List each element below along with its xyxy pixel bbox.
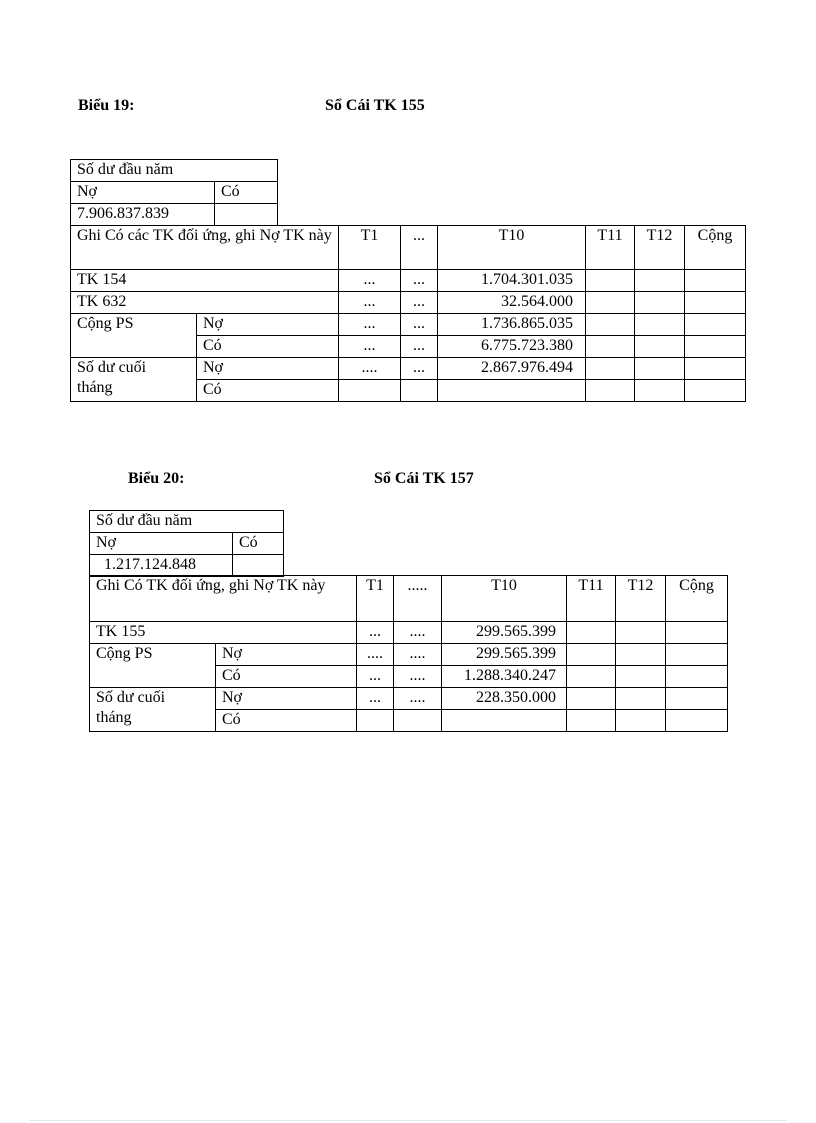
row-account: TK 154 (71, 270, 339, 292)
row-dots: ... (401, 292, 438, 314)
row-t10: 1.736.865.035 (438, 314, 586, 336)
col-header-t10: T10 (442, 576, 567, 622)
row-dots: ... (401, 270, 438, 292)
row-t10: 228.350.000 (442, 688, 567, 710)
row-t11 (567, 710, 616, 732)
cong-ps-no-label: Nợ (197, 314, 339, 336)
col-header-account: Ghi Có TK đối ứng, ghi Nợ TK này (90, 576, 357, 622)
col-header-t10: T10 (438, 226, 586, 270)
row-t1: ... (357, 622, 394, 644)
section19-label: Biểu 19: (78, 97, 135, 114)
row-account: TK 632 (71, 292, 339, 314)
opening-co-value (233, 555, 284, 577)
row-t12 (635, 292, 685, 314)
cong-ps-co-label: Có (197, 336, 339, 358)
section19-ledger-table (70, 225, 746, 402)
row-dots: .... (394, 644, 442, 666)
row-total (666, 622, 728, 644)
col-header-dots: ... (401, 226, 438, 270)
closing-no-label: Nợ (197, 358, 339, 380)
row-t10: 2.867.976.494 (438, 358, 586, 380)
cong-ps-label: Cộng PS (90, 644, 216, 688)
table-row (71, 292, 746, 314)
table-row (71, 270, 746, 292)
table-row (90, 622, 728, 644)
opening-co-value (215, 204, 278, 226)
row-t10: 299.565.399 (442, 622, 567, 644)
row-account: TK 155 (90, 622, 357, 644)
row-t12 (616, 666, 666, 688)
row-t1: .... (339, 358, 401, 380)
table-row-closing-no (71, 358, 746, 380)
closing-co-label: Có (197, 380, 339, 402)
opening-no-label: Nợ (71, 182, 215, 204)
row-t11 (586, 270, 635, 292)
row-t1 (357, 710, 394, 732)
row-t11 (567, 622, 616, 644)
row-t12 (616, 622, 666, 644)
row-t10 (442, 710, 567, 732)
table-header-row (90, 576, 728, 622)
row-t11 (586, 358, 635, 380)
section20-ledger-table (89, 575, 728, 732)
row-total (685, 270, 746, 292)
row-t12 (635, 336, 685, 358)
row-total (685, 314, 746, 336)
row-t11 (586, 380, 635, 402)
row-t1: ... (357, 688, 394, 710)
col-header-t11: T11 (586, 226, 635, 270)
row-total (666, 644, 728, 666)
row-t11 (586, 292, 635, 314)
row-t11 (567, 666, 616, 688)
col-header-t12: T12 (616, 576, 666, 622)
opening-co-label: Có (215, 182, 278, 204)
row-total (685, 292, 746, 314)
page-bottom-divider (30, 1120, 786, 1121)
row-t10 (438, 380, 586, 402)
row-dots: .... (394, 622, 442, 644)
opening-balance-header: Số dư đầu năm (90, 511, 284, 533)
col-header-t1: T1 (357, 576, 394, 622)
row-dots: ... (401, 336, 438, 358)
row-total (685, 358, 746, 380)
opening-no-value: 1.217.124.848 (90, 555, 233, 577)
row-dots (401, 380, 438, 402)
row-t11 (586, 336, 635, 358)
col-header-account: Ghi Có các TK đối ứng, ghi Nợ TK này (71, 226, 339, 270)
col-header-dots: ..... (394, 576, 442, 622)
row-total (685, 336, 746, 358)
col-header-t12: T12 (635, 226, 685, 270)
closing-label-line2: tháng (77, 379, 113, 396)
row-dots: .... (394, 666, 442, 688)
row-t12 (635, 358, 685, 380)
row-total (685, 380, 746, 402)
cong-ps-no-label: Nợ (216, 644, 357, 666)
table-header-row (71, 226, 746, 270)
row-t12 (616, 710, 666, 732)
row-t10: 6.775.723.380 (438, 336, 586, 358)
row-total (666, 710, 728, 732)
row-t12 (635, 380, 685, 402)
section20-opening-balance-table (89, 510, 284, 577)
row-t1: ... (339, 314, 401, 336)
section19-opening-balance-table (70, 159, 278, 226)
table-row-cong-ps-no (90, 644, 728, 666)
opening-co-label: Có (233, 533, 284, 555)
section19-title: Sổ Cái TK 155 (325, 97, 425, 114)
row-dots: .... (394, 688, 442, 710)
row-total (666, 688, 728, 710)
col-header-t1: T1 (339, 226, 401, 270)
row-t10: 1.288.340.247 (442, 666, 567, 688)
row-t11 (567, 644, 616, 666)
table-row-cong-ps-no (71, 314, 746, 336)
row-t1: .... (357, 644, 394, 666)
row-dots: ... (401, 358, 438, 380)
table-row-closing-no (90, 688, 728, 710)
closing-balance-label (90, 688, 216, 732)
section20-label: Biểu 20: (128, 470, 185, 487)
col-header-total: Cộng (666, 576, 728, 622)
cong-ps-label: Cộng PS (71, 314, 197, 358)
closing-balance-label (71, 358, 197, 402)
section20-title: Sổ Cái TK 157 (374, 470, 474, 487)
closing-label-line2: tháng (96, 709, 132, 726)
row-dots: ... (401, 314, 438, 336)
opening-no-label: Nợ (90, 533, 233, 555)
col-header-t11: T11 (567, 576, 616, 622)
row-t12 (616, 688, 666, 710)
row-dots (394, 710, 442, 732)
row-total (666, 666, 728, 688)
closing-no-label: Nợ (216, 688, 357, 710)
row-t10: 32.564.000 (438, 292, 586, 314)
row-t1: ... (357, 666, 394, 688)
row-t10: 299.565.399 (442, 644, 567, 666)
row-t11 (567, 688, 616, 710)
row-t1: ... (339, 336, 401, 358)
closing-co-label: Có (216, 710, 357, 732)
row-t1 (339, 380, 401, 402)
row-t12 (635, 314, 685, 336)
opening-no-value: 7.906.837.839 (71, 204, 215, 226)
closing-label-line1: Số dư cuối (77, 359, 147, 376)
cong-ps-co-label: Có (216, 666, 357, 688)
opening-balance-header: Số dư đầu năm (71, 160, 278, 182)
col-header-total: Cộng (685, 226, 746, 270)
row-t12 (616, 644, 666, 666)
closing-label-line1: Số dư cuối (96, 689, 166, 706)
row-t10: 1.704.301.035 (438, 270, 586, 292)
row-t11 (586, 314, 635, 336)
row-t1: ... (339, 270, 401, 292)
row-t12 (635, 270, 685, 292)
row-t1: ... (339, 292, 401, 314)
